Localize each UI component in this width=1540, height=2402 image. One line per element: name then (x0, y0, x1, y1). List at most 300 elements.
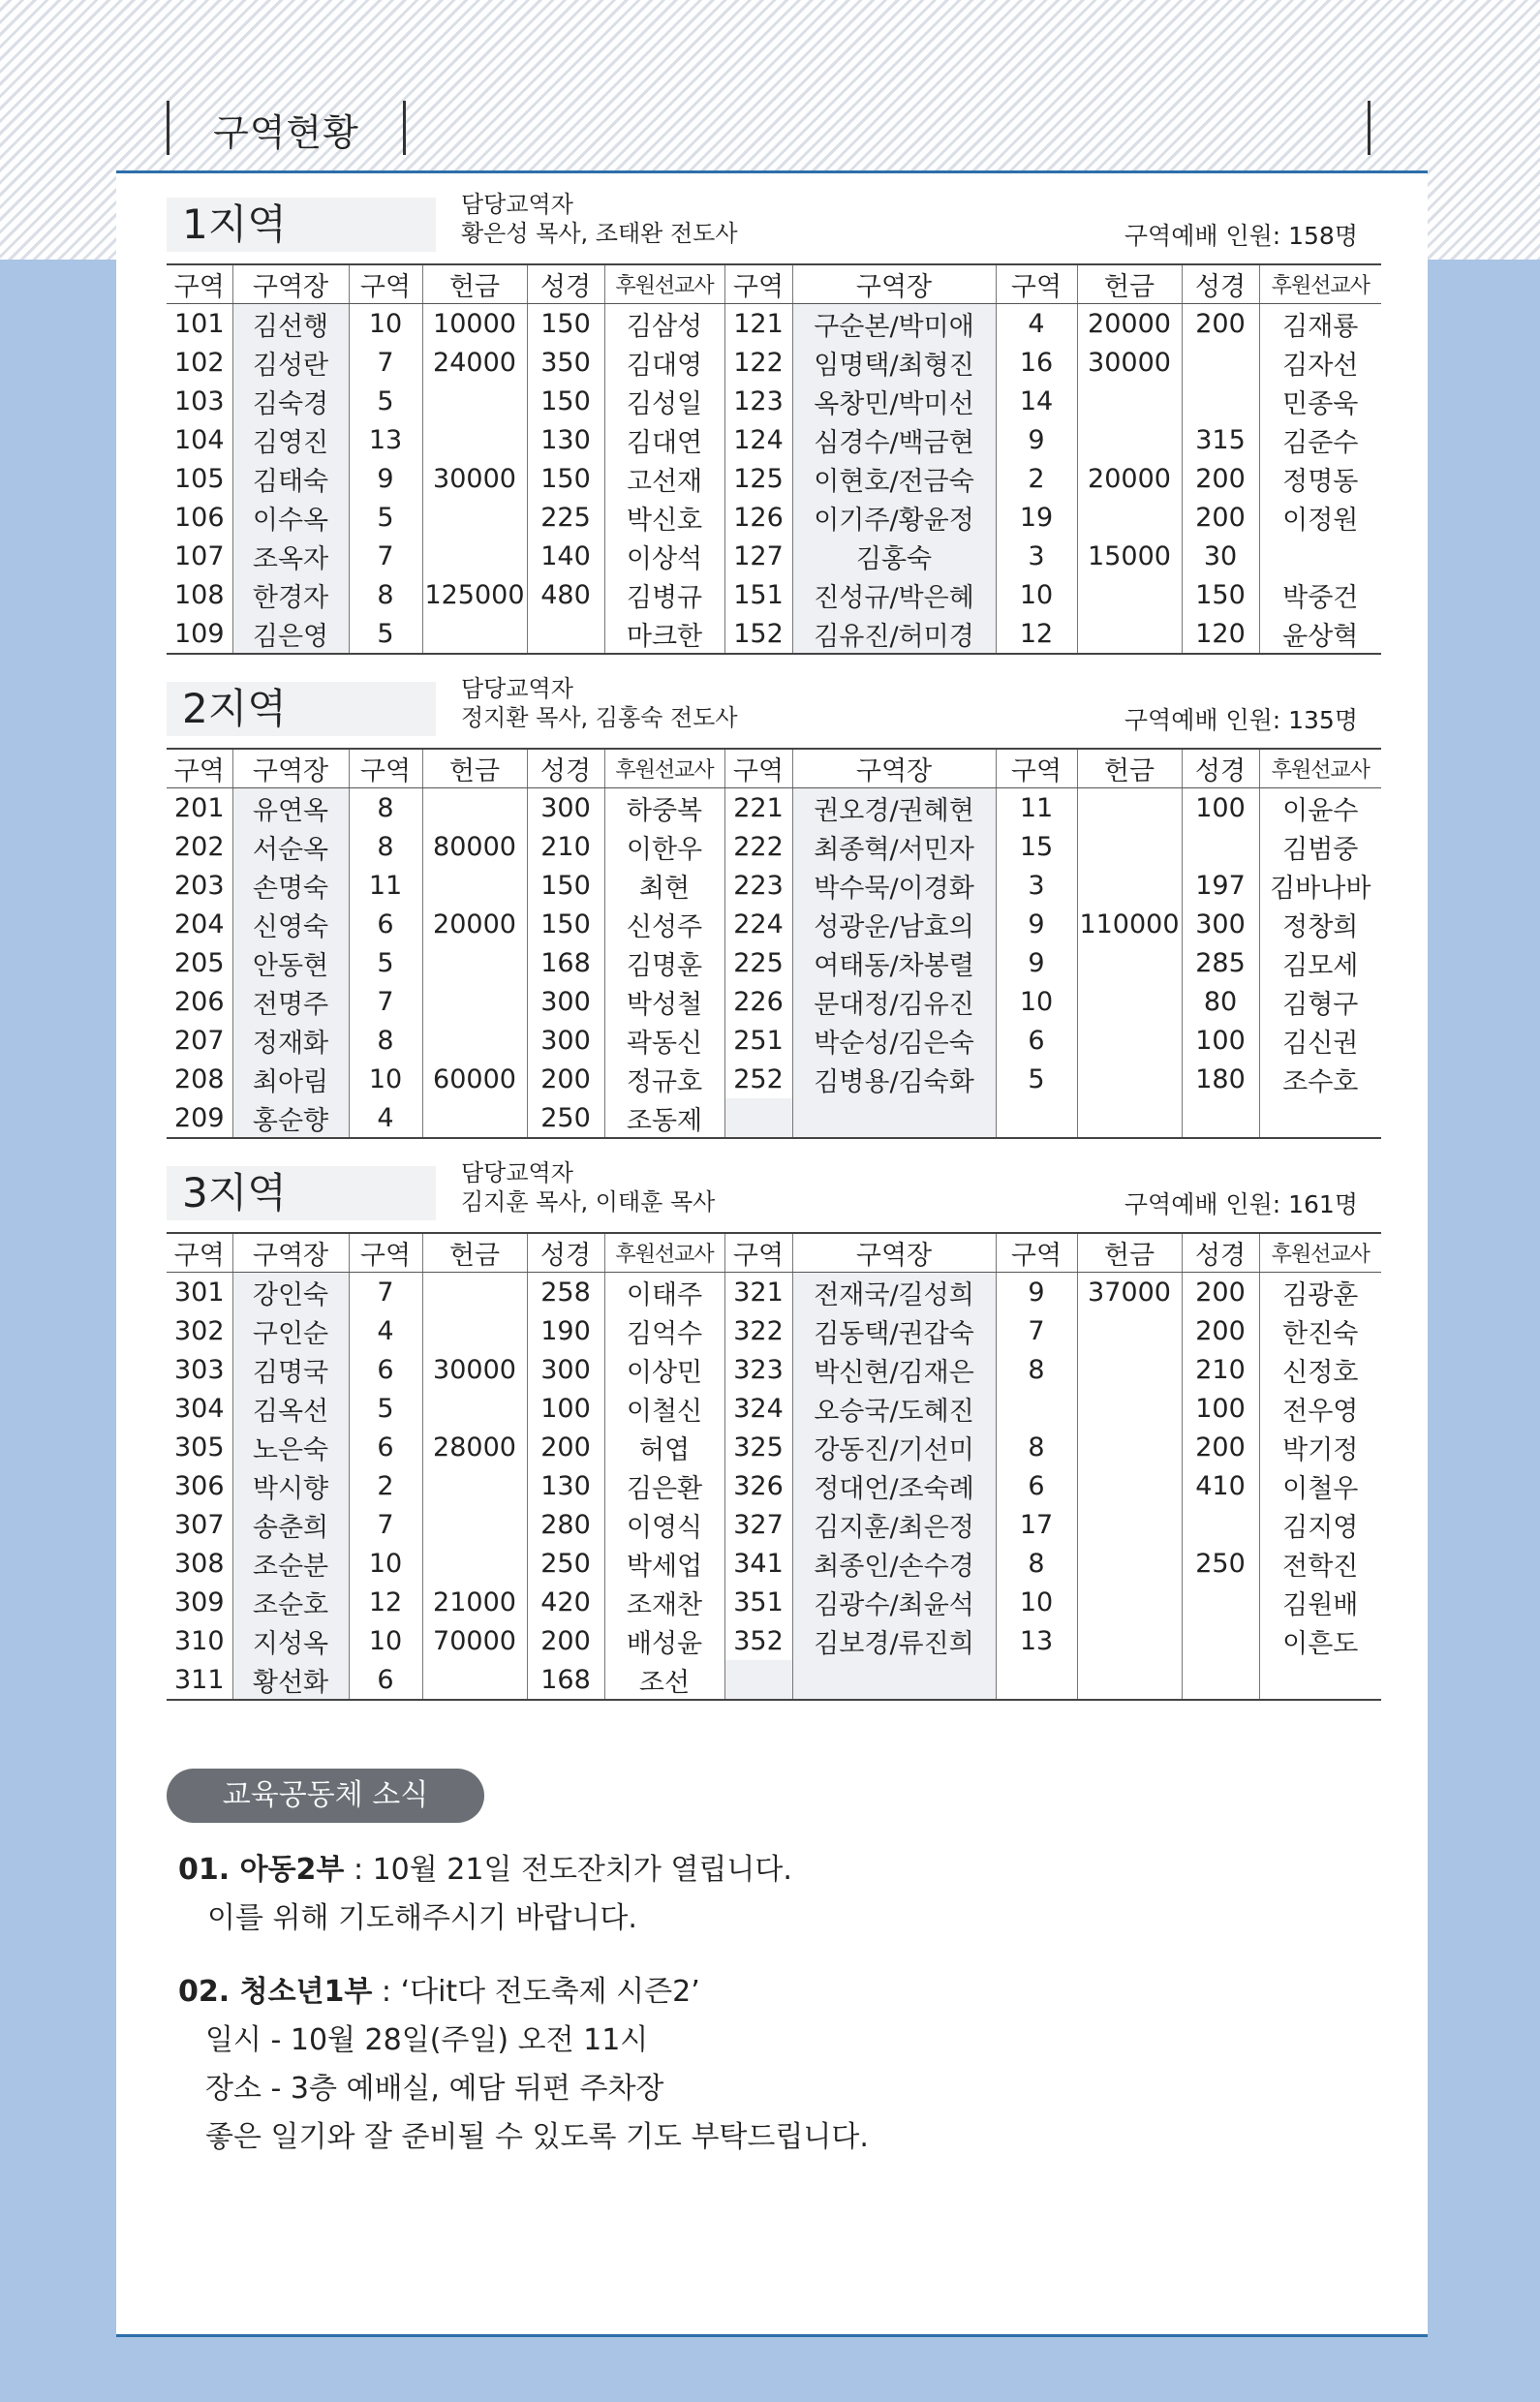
table-cell: 9 (996, 905, 1077, 943)
table-cell: 127 (724, 537, 792, 575)
table-cell: 조동제 (604, 1098, 724, 1138)
column-header: 헌금 (422, 1233, 527, 1273)
table-cell: 강인숙 (232, 1273, 349, 1312)
table-cell: 구순본/박미애 (792, 304, 996, 344)
table-cell: 한진숙 (1259, 1311, 1381, 1350)
table-cell (1077, 943, 1182, 982)
table-cell (792, 1660, 996, 1700)
table-cell: 352 (724, 1621, 792, 1660)
table-cell: 252 (724, 1060, 792, 1098)
column-header: 구역장 (232, 749, 349, 788)
table-cell: 이윤수 (1259, 788, 1381, 828)
table-cell: 13 (349, 420, 422, 459)
table-cell (724, 1098, 792, 1138)
table-cell: 120 (1182, 614, 1259, 654)
table-cell: 권오경/권혜현 (792, 788, 996, 828)
table-cell: 5 (349, 614, 422, 654)
table-cell: 서순옥 (232, 827, 349, 866)
table-cell: 300 (1182, 905, 1259, 943)
table-cell: 안동현 (232, 943, 349, 982)
table-cell: 이현호/전금숙 (792, 459, 996, 498)
table-cell: 구인순 (232, 1311, 349, 1350)
table-row (167, 827, 1381, 866)
table-row (167, 537, 1381, 575)
table-cell (724, 1660, 792, 1700)
table-cell: 107 (173, 540, 225, 571)
table-cell: 11 (996, 788, 1077, 828)
column-header: 구역 (996, 1233, 1077, 1273)
table-cell: 8 (349, 788, 422, 828)
table-cell: 정명동 (1259, 459, 1381, 498)
news-item-2-line2: 일시 - 10월 28일(주일) 오전 11시 (205, 2023, 649, 2057)
table-cell (996, 1098, 1077, 1138)
column-header: 구역 (167, 749, 232, 788)
table-cell: 205 (173, 947, 225, 978)
table-cell: 김병규 (604, 575, 724, 614)
table-cell (422, 866, 527, 905)
table-cell: 김태숙 (232, 459, 349, 498)
table-cell: 150 (527, 304, 604, 344)
table-cell: 조순호 (232, 1583, 349, 1621)
table-cell: 300 (527, 788, 604, 828)
column-header: 후원선교사 (604, 264, 724, 304)
table-row (167, 382, 1381, 420)
table-cell: 진성규/박은혜 (792, 575, 996, 614)
region-label: 2지역 (167, 682, 436, 736)
table-cell (1077, 1660, 1182, 1700)
table-cell: 180 (1182, 1060, 1259, 1098)
table-cell: 6 (349, 1350, 422, 1389)
table-cell (1077, 1098, 1182, 1138)
table-cell (1182, 827, 1259, 866)
table-cell (422, 1544, 527, 1583)
table-cell: 김모세 (1259, 943, 1381, 982)
table-cell: 200 (1182, 1311, 1259, 1350)
table-cell: 100 (527, 1389, 604, 1428)
table-cell: 5 (349, 498, 422, 537)
table-cell: 5 (996, 1060, 1077, 1098)
table-cell (1077, 1544, 1182, 1583)
table-cell: 4 (349, 1311, 422, 1350)
column-header: 헌금 (1077, 264, 1182, 304)
table-cell: 허엽 (604, 1428, 724, 1466)
table-cell (1077, 1466, 1182, 1505)
column-header: 헌금 (1077, 749, 1182, 788)
column-header: 구역 (349, 1233, 422, 1273)
table-cell: 209 (173, 1102, 225, 1133)
table-cell: 210 (527, 827, 604, 866)
table-cell: 3 (996, 866, 1077, 905)
table-cell: 7 (349, 1505, 422, 1544)
attendance-count: 구역예배 인원: 158명 (1124, 222, 1358, 250)
table-cell: 조옥자 (232, 537, 349, 575)
table-cell: 김대연 (604, 420, 724, 459)
table-cell (1077, 1311, 1182, 1350)
table-cell: 박시향 (232, 1466, 349, 1505)
table-cell: 지성옥 (232, 1621, 349, 1660)
column-header: 후원선교사 (1259, 1233, 1381, 1273)
table-cell: 109 (173, 618, 225, 649)
table-cell: 15 (996, 827, 1077, 866)
table-cell: 김형구 (1259, 982, 1381, 1021)
table-cell: 305 (173, 1432, 225, 1463)
table-cell: 김준수 (1259, 420, 1381, 459)
page-edge-bar (1368, 101, 1371, 155)
table-cell: 200 (527, 1060, 604, 1098)
table-cell: 최아림 (232, 1060, 349, 1098)
table-cell: 김홍숙 (792, 537, 996, 575)
table-cell (422, 1098, 527, 1138)
table-row (167, 1311, 1381, 1350)
table-cell: 조순분 (232, 1544, 349, 1583)
table-cell: 김원배 (1259, 1583, 1381, 1621)
table-cell (1077, 1428, 1182, 1466)
table-cell: 222 (724, 827, 792, 866)
table-cell: 7 (349, 1273, 422, 1312)
table-cell: 30000 (422, 459, 527, 498)
table-cell: 200 (1182, 498, 1259, 537)
table-cell: 150 (527, 459, 604, 498)
table-row (167, 982, 1381, 1021)
table-cell: 박신호 (604, 498, 724, 537)
table-cell: 14 (996, 382, 1077, 420)
column-header: 구역 (724, 264, 792, 304)
table-cell: 이한우 (604, 827, 724, 866)
table-cell: 210 (1182, 1350, 1259, 1389)
column-header: 헌금 (422, 264, 527, 304)
table-cell: 70000 (422, 1621, 527, 1660)
table-cell: 6 (349, 1660, 422, 1700)
table-cell (1077, 866, 1182, 905)
table-cell (1077, 1021, 1182, 1060)
table-cell: 9 (996, 420, 1077, 459)
news-item-2 (178, 1968, 869, 2162)
news-item-1-line2: 이를 위해 기도해주시기 바랍니다. (207, 1901, 637, 1935)
table-cell: 배성윤 (604, 1621, 724, 1660)
table-cell: 309 (173, 1586, 225, 1617)
table-cell (1182, 343, 1259, 382)
table-cell: 130 (527, 1466, 604, 1505)
table-cell: 201 (173, 792, 225, 823)
table-cell: 고선재 (604, 459, 724, 498)
table-cell (422, 1021, 527, 1060)
table-cell: 8 (349, 575, 422, 614)
table-cell: 10 (349, 1544, 422, 1583)
region-3-section (167, 1159, 1381, 1720)
table-cell: 150 (527, 382, 604, 420)
table-cell: 3 (996, 537, 1077, 575)
table-cell: 김바나바 (1259, 866, 1381, 905)
table-cell: 강동진/기선미 (792, 1428, 996, 1466)
table-cell: 100 (1182, 788, 1259, 828)
table-cell: 신성주 (604, 905, 724, 943)
table-cell: 250 (527, 1544, 604, 1583)
title-bar-left (167, 101, 169, 155)
table-row (167, 1505, 1381, 1544)
table-cell (996, 1660, 1077, 1700)
column-header: 구역 (167, 264, 232, 304)
table-cell (1077, 827, 1182, 866)
table-cell: 김동택/권갑숙 (792, 1311, 996, 1350)
table-cell (996, 1389, 1077, 1428)
table-cell: 이기주/황윤정 (792, 498, 996, 537)
table-cell: 7 (349, 343, 422, 382)
table-cell: 121 (724, 304, 792, 344)
table-cell: 김재룡 (1259, 304, 1381, 344)
table-cell: 168 (527, 943, 604, 982)
table-cell (422, 614, 527, 654)
table-cell: 308 (173, 1548, 225, 1579)
table-cell: 6 (349, 1428, 422, 1466)
table-cell: 124 (724, 420, 792, 459)
table-cell: 8 (996, 1544, 1077, 1583)
news-item-1-line1: : 10월 21일 전도잔치가 열립니다. (344, 1853, 792, 1887)
table-cell (1077, 982, 1182, 1021)
title-bar-right (403, 101, 406, 155)
table-cell (422, 537, 527, 575)
title-underline (116, 170, 1428, 173)
table-cell: 15000 (1077, 537, 1182, 575)
column-header: 후원선교사 (1259, 749, 1381, 788)
page-title: 구역현황 (213, 111, 359, 154)
table-cell: 성광운/남효의 (792, 905, 996, 943)
table-cell: 옥창민/박미선 (792, 382, 996, 420)
table-cell: 조수호 (1259, 1060, 1381, 1098)
table-cell: 20000 (422, 905, 527, 943)
table-cell: 301 (173, 1277, 225, 1308)
table-cell: 6 (996, 1466, 1077, 1505)
table-row (167, 420, 1381, 459)
table-row (167, 304, 1381, 344)
table-cell: 박세업 (604, 1544, 724, 1583)
table-cell: 203 (173, 870, 225, 901)
table-cell: 307 (173, 1509, 225, 1540)
table-cell: 12 (996, 614, 1077, 654)
table-cell: 207 (173, 1025, 225, 1056)
leader-names: 황은성 목사, 조태완 전도사 (461, 220, 738, 247)
leader-caption: 담당교역자 (461, 675, 573, 702)
table-cell: 임명택/최형진 (792, 343, 996, 382)
table-cell: 9 (996, 1273, 1077, 1312)
table-cell: 민종욱 (1259, 382, 1381, 420)
news-item-2-title: 02. 청소년1부 (178, 1975, 373, 2009)
column-header: 구역 (349, 749, 422, 788)
table-cell: 하중복 (604, 788, 724, 828)
table-cell: 7 (996, 1311, 1077, 1350)
table-cell: 여태동/차봉렬 (792, 943, 996, 982)
table-cell: 홍순향 (232, 1098, 349, 1138)
table-cell: 480 (527, 575, 604, 614)
table-header-row (167, 749, 1381, 788)
table-cell: 정창희 (1259, 905, 1381, 943)
table-row (167, 1428, 1381, 1466)
table-cell: 11 (349, 866, 422, 905)
news-badge: 교육공동체 소식 (167, 1769, 484, 1823)
table-cell: 225 (724, 943, 792, 982)
table-row (167, 498, 1381, 537)
table-cell: 200 (1182, 304, 1259, 344)
table-cell (1077, 1389, 1182, 1428)
table-cell (1259, 537, 1381, 575)
table-row (167, 1544, 1381, 1583)
table-cell: 311 (173, 1664, 225, 1695)
table-cell: 정규호 (604, 1060, 724, 1098)
table-cell: 223 (724, 866, 792, 905)
table-cell: 125000 (422, 575, 527, 614)
table-row (167, 1389, 1381, 1428)
table-cell: 197 (1182, 866, 1259, 905)
table-cell: 6 (996, 1021, 1077, 1060)
table-cell: 224 (724, 905, 792, 943)
table-cell: 10 (996, 982, 1077, 1021)
news-item-1-title: 01. 아동2부 (178, 1853, 345, 1887)
table-cell (1182, 1098, 1259, 1138)
table-cell: 150 (1182, 575, 1259, 614)
table-cell (1182, 1660, 1259, 1700)
table-cell (1077, 498, 1182, 537)
column-header: 구역장 (232, 264, 349, 304)
table-row (167, 575, 1381, 614)
table-cell (422, 498, 527, 537)
table-cell: 350 (527, 343, 604, 382)
table-cell: 최현 (604, 866, 724, 905)
table-cell: 손명숙 (232, 866, 349, 905)
table-cell: 315 (1182, 420, 1259, 459)
table-cell: 80 (1182, 982, 1259, 1021)
table-cell: 325 (724, 1428, 792, 1466)
table-cell: 30000 (1077, 343, 1182, 382)
table-cell: 김억수 (604, 1311, 724, 1350)
table-cell: 152 (724, 614, 792, 654)
table-cell: 302 (173, 1315, 225, 1346)
table-cell: 4 (349, 1098, 422, 1138)
table-cell: 250 (527, 1098, 604, 1138)
table-cell: 신영숙 (232, 905, 349, 943)
table-cell: 60000 (422, 1060, 527, 1098)
table-cell: 이수옥 (232, 498, 349, 537)
table-cell: 208 (173, 1063, 225, 1094)
table-cell: 8 (349, 1021, 422, 1060)
table-cell: 김선행 (232, 304, 349, 344)
table-cell (1077, 614, 1182, 654)
table-row (167, 614, 1381, 654)
table-cell: 마크한 (604, 614, 724, 654)
attendance-count: 구역예배 인원: 161명 (1124, 1190, 1358, 1218)
column-header: 구역장 (232, 1233, 349, 1273)
table-cell: 5 (349, 382, 422, 420)
table-cell: 200 (1182, 1273, 1259, 1312)
table-cell: 8 (996, 1428, 1077, 1466)
table-cell: 이흔도 (1259, 1621, 1381, 1660)
table-cell: 김은영 (232, 614, 349, 654)
news-item-2-line1: : ‘다it다 전도축제 시즌2’ (372, 1975, 700, 2009)
table-cell: 10 (349, 304, 422, 344)
table-cell: 김범중 (1259, 827, 1381, 866)
column-header: 후원선교사 (604, 749, 724, 788)
table-cell: 이상민 (604, 1350, 724, 1389)
column-header: 성경 (527, 264, 604, 304)
table-cell: 140 (527, 537, 604, 575)
table-cell: 13 (996, 1621, 1077, 1660)
table-cell: 101 (173, 308, 225, 339)
region-2-section (167, 675, 1381, 1156)
table-cell: 김명국 (232, 1350, 349, 1389)
table-cell: 258 (527, 1273, 604, 1312)
table-cell: 304 (173, 1393, 225, 1424)
table-cell (1077, 1060, 1182, 1098)
table-cell: 351 (724, 1583, 792, 1621)
table-cell: 17 (996, 1505, 1077, 1544)
table-cell: 10 (996, 575, 1077, 614)
table-cell: 10000 (422, 304, 527, 344)
table-cell: 106 (173, 502, 225, 533)
table-cell: 한경자 (232, 575, 349, 614)
table-cell: 190 (527, 1311, 604, 1350)
attendance-count: 구역예배 인원: 135명 (1124, 706, 1358, 734)
table-cell: 80000 (422, 827, 527, 866)
table-cell (422, 1273, 527, 1312)
table-cell: 310 (173, 1625, 225, 1656)
table-cell (1077, 382, 1182, 420)
table-cell: 102 (173, 347, 225, 378)
column-header: 구역 (724, 749, 792, 788)
table-cell (1077, 420, 1182, 459)
table-cell: 37000 (1077, 1273, 1182, 1312)
table-cell: 김명훈 (604, 943, 724, 982)
table-cell: 김숙경 (232, 382, 349, 420)
table-cell: 225 (527, 498, 604, 537)
table-cell (422, 1389, 527, 1428)
table-cell: 200 (1182, 459, 1259, 498)
table-cell: 오승국/도혜진 (792, 1389, 996, 1428)
table-header-row (167, 264, 1381, 304)
table-cell (422, 788, 527, 828)
column-header: 후원선교사 (604, 1233, 724, 1273)
region-1-section (167, 191, 1381, 668)
table-row (167, 905, 1381, 943)
region-label: 3지역 (167, 1166, 436, 1220)
table-row (167, 1060, 1381, 1098)
table-cell: 이철우 (1259, 1466, 1381, 1505)
table-cell: 김지훈/최은정 (792, 1505, 996, 1544)
table-cell: 200 (527, 1621, 604, 1660)
table-cell: 100 (1182, 1021, 1259, 1060)
table-cell: 20000 (1077, 459, 1182, 498)
table-cell: 9 (349, 459, 422, 498)
table-cell: 윤상혁 (1259, 614, 1381, 654)
table-cell (422, 1311, 527, 1350)
table-cell: 100 (1182, 1389, 1259, 1428)
column-header: 구역장 (792, 749, 996, 788)
table-cell (422, 943, 527, 982)
column-header: 헌금 (1077, 1233, 1182, 1273)
table-cell: 30 (1182, 537, 1259, 575)
table-cell: 10 (996, 1583, 1077, 1621)
table-row (167, 343, 1381, 382)
table-cell: 박기정 (1259, 1428, 1381, 1466)
table-cell: 이상석 (604, 537, 724, 575)
column-header: 구역 (996, 264, 1077, 304)
table-cell: 김병용/김숙화 (792, 1060, 996, 1098)
table-cell: 30000 (422, 1350, 527, 1389)
table-cell: 박성철 (604, 982, 724, 1021)
table-cell (422, 1660, 527, 1700)
table-cell: 곽동신 (604, 1021, 724, 1060)
table-cell: 6 (349, 905, 422, 943)
table-cell: 300 (527, 1021, 604, 1060)
table-cell: 김은환 (604, 1466, 724, 1505)
column-header: 성경 (527, 749, 604, 788)
